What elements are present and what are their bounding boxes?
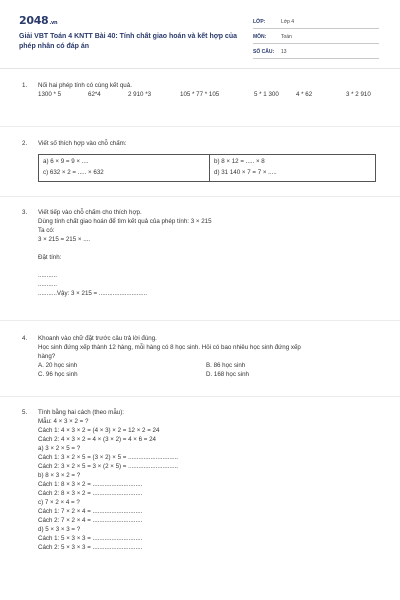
fill-item: a) 6 × 9 = 9 × ....: [43, 158, 89, 165]
fill-item: b) 8 × 12 = ..... × 8: [214, 158, 265, 165]
question-prompt: Nối hai phép tính có cùng kết quả.: [38, 82, 132, 89]
meta-panel: [253, 14, 379, 59]
question-line: hàng?: [38, 353, 56, 360]
expression-item: 5 * 1 300: [254, 91, 279, 98]
table-divider: [209, 155, 210, 181]
question-line: Cách 1: 4 × 3 × 2 = (4 × 3) × 2 = 12 × 2 = 24: [38, 427, 160, 434]
question-line: Cách 1: 3 × 2 × 5 = (3 × 2) × 5 = .............................: [38, 454, 178, 461]
expression-item: 4 * 62: [296, 91, 313, 98]
document-title: Giải VBT Toán 4 KNTT Bài 40: Tính chất giao hoán và kết hợp của phép nhân có đáp án: [19, 33, 237, 51]
meta-row-count: [253, 44, 379, 59]
fill-item: d) 31 140 × 7 = 7 × .....: [214, 169, 277, 176]
answer-option-b[interactable]: B. 86 học sinh: [206, 362, 246, 369]
section-divider: [0, 396, 400, 397]
question-line: ...........: [38, 272, 57, 279]
options-row: [38, 371, 378, 380]
answer-option-d[interactable]: D. 168 học sinh: [206, 371, 249, 378]
expression-item: 3 * 2 910: [346, 91, 371, 98]
question-line: Cách 1: 8 × 3 × 2 = .............................: [38, 481, 143, 488]
logo-suffix: .vn: [49, 20, 58, 26]
question-number: 3.: [22, 209, 28, 216]
question-prompt: Tính bằng hai cách (theo mẫu):: [38, 409, 124, 416]
question-line: Đặt tính:: [38, 254, 62, 261]
question-line: Dùng tính chất giao hoán để tìm kết quả của phép tính: 3 × 215: [38, 218, 212, 225]
question-line: ...........Vậy: 3 × 215 = ............................: [38, 290, 148, 297]
answer-table: [38, 154, 376, 182]
answer-option-c[interactable]: C. 96 học sinh: [38, 371, 78, 378]
meta-label: LỚP:: [253, 19, 266, 26]
site-logo[interactable]: [19, 14, 57, 29]
meta-row-subject: [253, 29, 379, 44]
fill-item: c) 632 × 2 = ..... × 632: [43, 169, 104, 176]
question-line: Cách 1: 7 × 2 × 4 = .............................: [38, 508, 143, 515]
section-divider: [0, 196, 400, 197]
meta-label: SỐ CÂU:: [253, 49, 275, 56]
question-prompt: Viết tiếp vào chỗ chấm cho thích hợp.: [38, 209, 142, 216]
question-number: 4.: [22, 335, 28, 342]
expression-item: 62*4: [88, 91, 101, 98]
question-line: Cách 2: 8 × 3 × 2 = .............................: [38, 490, 143, 497]
question-line: c) 7 × 2 × 4 = ?: [38, 499, 80, 506]
meta-value: Toán: [281, 34, 292, 41]
question-line: 3 × 215 = 215 × ....: [38, 236, 91, 243]
header-divider: [0, 68, 400, 69]
question-line: Cách 2: 4 × 3 × 2 = 4 × (3 × 2) = 4 × 6 = 24: [38, 436, 156, 443]
question-line: d) 5 × 3 × 3 = ?: [38, 526, 81, 533]
logo-text: 2048: [19, 14, 49, 27]
question-line: Ta có:: [38, 227, 55, 234]
question-number: 5.: [22, 409, 28, 416]
question-line: Cách 2: 7 × 2 × 4 = .............................: [38, 517, 143, 524]
answer-option-a[interactable]: A. 20 học sinh: [38, 362, 78, 369]
question-line: Mẫu: 4 × 3 × 2 = ?: [38, 418, 89, 425]
question-line: Cách 1: 5 × 3 × 3 = .............................: [38, 535, 143, 542]
expression-row: [38, 91, 378, 100]
expression-item: 105 * 77 * 105: [180, 91, 220, 98]
question-line: Cách 2: 3 × 2 × 5 = 3 × (2 × 5) = .............................: [38, 463, 178, 470]
meta-value: 13: [281, 49, 287, 56]
expression-item: 2 910 *3: [128, 91, 152, 98]
question-prompt: Khoanh vào chữ đặt trước câu trả lời đúng.: [38, 335, 157, 342]
question-line: a) 3 × 2 × 5 = ?: [38, 445, 81, 452]
question-line: Cách 2: 5 × 3 × 3 = .............................: [38, 544, 143, 551]
question-line: Học sinh đứng xếp thành 12 hàng, mỗi hàng có 8 học sinh. Hỏi có bao nhiêu học sinh đứng xếp: [38, 344, 301, 351]
meta-label: MÔN:: [253, 34, 267, 41]
document-header: [0, 0, 400, 68]
question-number: 1.: [22, 82, 28, 89]
question-line: [38, 245, 378, 254]
question-prompt: Viết số thích hợp vào chỗ chấm:: [38, 140, 127, 147]
meta-value: Lớp 4: [281, 19, 295, 26]
section-divider: [0, 126, 400, 127]
options-row: [38, 362, 378, 371]
expression-item: 1300 * 5: [38, 91, 62, 98]
meta-row-class: [253, 14, 379, 29]
question-number: 2.: [22, 140, 28, 147]
section-divider: [0, 320, 400, 321]
question-line: b) 8 × 3 × 2 = ?: [38, 472, 81, 479]
question-line: ...........: [38, 281, 57, 288]
question-line: [38, 263, 378, 272]
